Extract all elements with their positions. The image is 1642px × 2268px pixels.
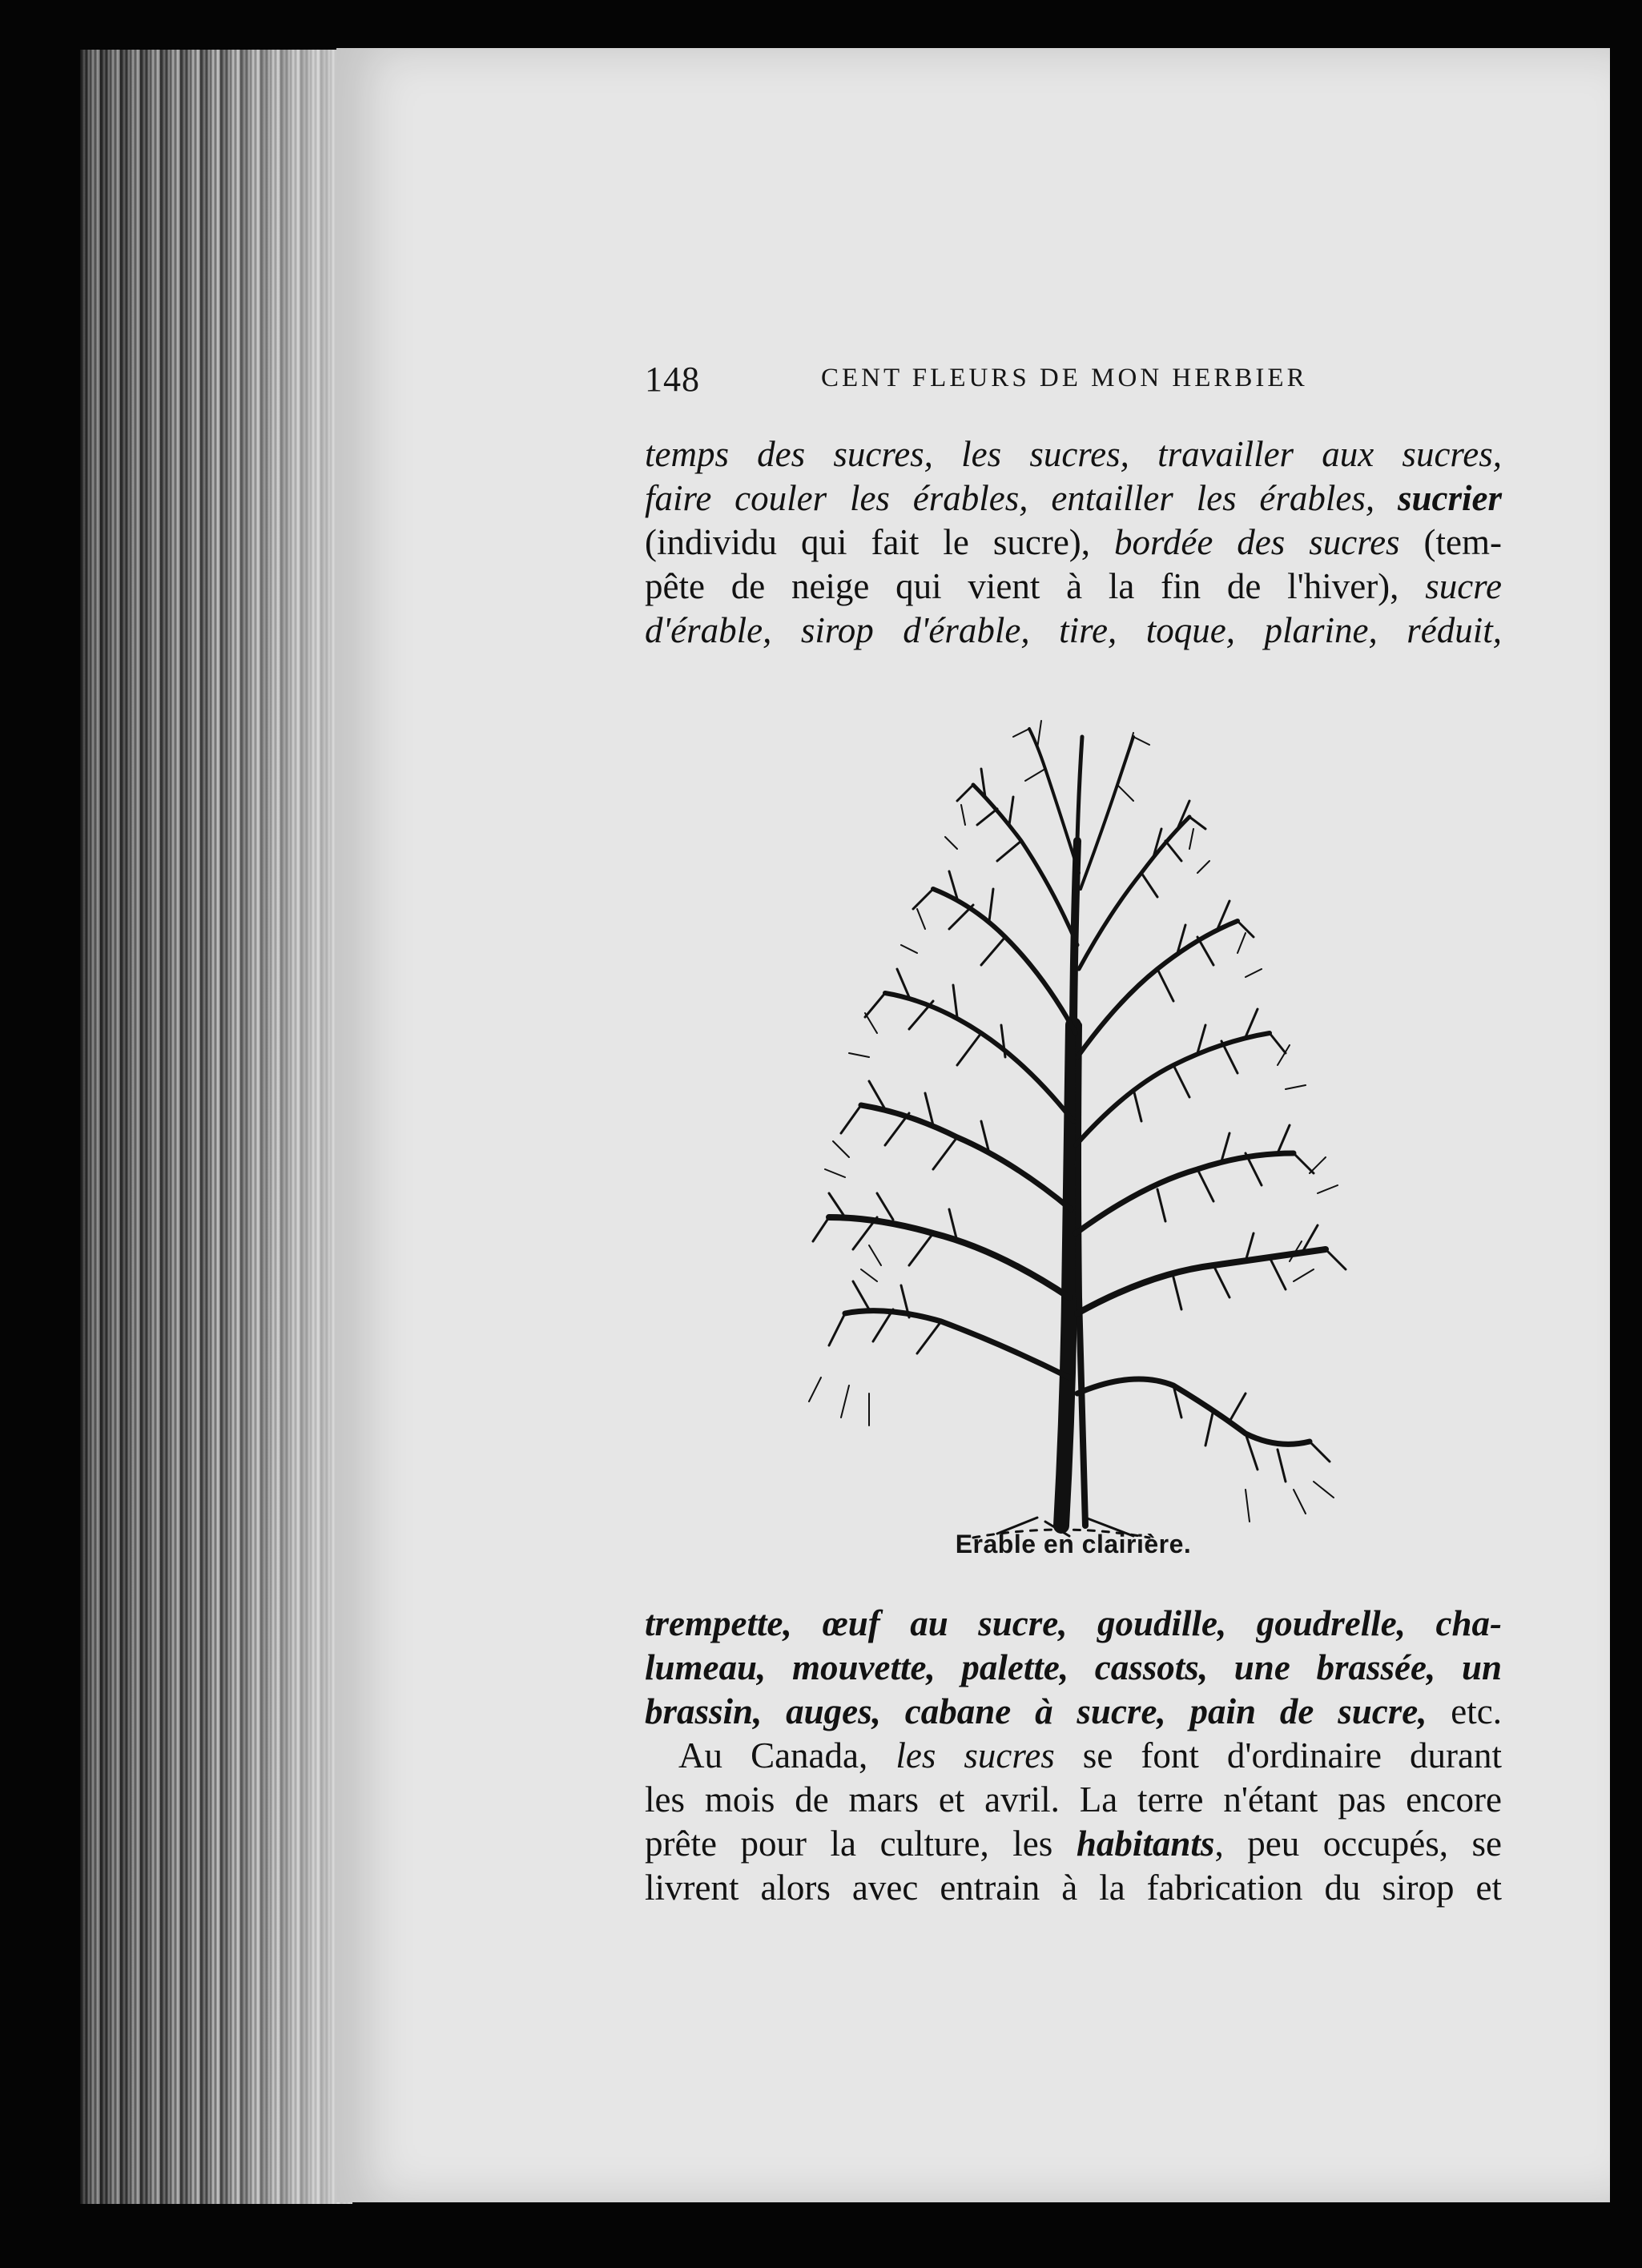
- italic-text: faire couler les érables, entailler les érables,: [645, 478, 1398, 518]
- text-line: [645, 1822, 1502, 1866]
- roman-text: Au Canada,: [678, 1735, 896, 1775]
- text-line: [645, 521, 1502, 565]
- roman-text: se font d'ordinaire durant: [1054, 1735, 1503, 1775]
- text-line: [645, 1690, 1502, 1734]
- book-page: [336, 48, 1610, 2202]
- bottom-paragraph: [645, 1602, 1502, 1910]
- text-line: [645, 1778, 1502, 1822]
- roman-text: les mois de mars et avril. La terre n'étant pas encore: [645, 1779, 1502, 1820]
- text-line: [645, 609, 1502, 653]
- text-line: [645, 477, 1502, 521]
- text-line: [645, 1866, 1502, 1910]
- roman-text: prête pour la culture, les: [645, 1824, 1077, 1864]
- italic-text: bordée des sucres: [1114, 522, 1400, 562]
- bold-italic-text: trempette, œuf au sucre, goudille, goudrelle, cha-: [645, 1603, 1502, 1643]
- bold-italic-text: lumeau, mouvette, palette, cassots, une brassée, un: [645, 1647, 1502, 1687]
- roman-text: (tem-: [1399, 522, 1502, 562]
- roman-text: (individu qui fait le sucre),: [645, 522, 1115, 562]
- text-line: [645, 1734, 1502, 1778]
- italic-text: les sucres: [895, 1735, 1055, 1775]
- roman-text: pête de neige qui vient à la fin de l'hiver),: [645, 566, 1426, 606]
- italic-text: sucre: [1425, 566, 1502, 606]
- bold-italic-text: brassin, auges, cabane à sucre, pain de sucre,: [645, 1691, 1427, 1731]
- text-line: [645, 432, 1502, 477]
- page-number: 148: [645, 360, 700, 399]
- bold-italic-text: habitants: [1076, 1824, 1215, 1864]
- running-title: CENT FLEURS DE MON HERBIER: [821, 364, 1308, 392]
- top-paragraph: [645, 432, 1502, 653]
- maple-tree-illustration: [797, 689, 1374, 1570]
- book-page-edges: [80, 50, 352, 2204]
- text-line: [645, 565, 1502, 609]
- figure-caption: Erable en clairière.: [955, 1530, 1192, 1558]
- text-line: [645, 1602, 1502, 1646]
- italic-text: temps des sucres, les sucres, travailler aux sucres,: [645, 434, 1502, 474]
- text-line: [645, 1646, 1502, 1690]
- roman-text: livrent alors avec entrain à la fabrication du sirop et: [645, 1868, 1502, 1908]
- italic-text: d'érable, sirop d'érable, tire, toque, plarine, réduit,: [645, 610, 1502, 650]
- roman-text: , peu occupés, se: [1214, 1824, 1502, 1864]
- roman-text: etc.: [1427, 1691, 1502, 1731]
- page-header: [645, 359, 1642, 407]
- bold-italic-text: sucrier: [1397, 478, 1502, 518]
